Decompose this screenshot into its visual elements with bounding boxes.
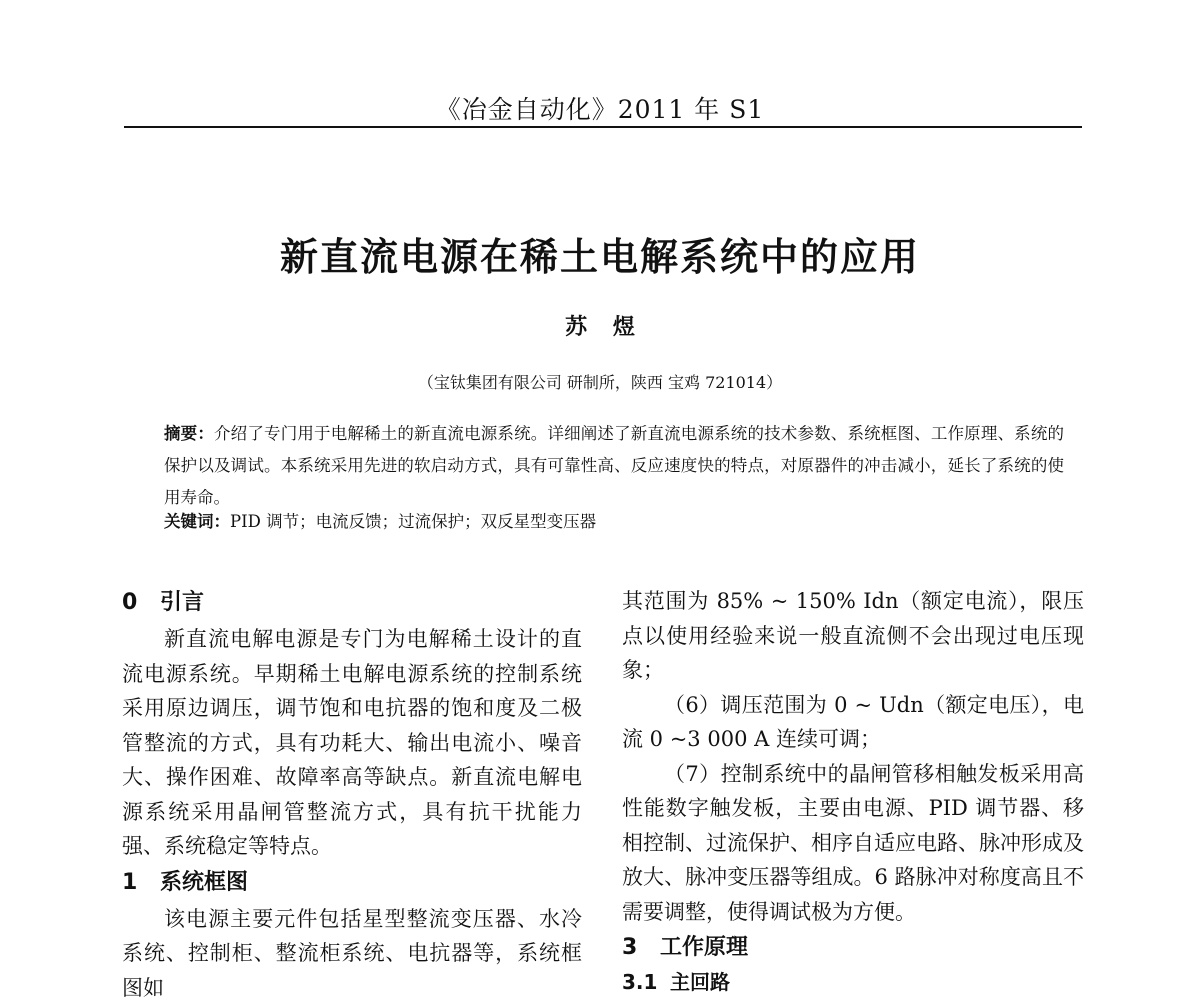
section-3-heading [622, 929, 1084, 967]
list-item-7: （7）控制系统中的晶闸管移相触发板采用高性能数字触发板，主要由电源、PID 调节器、移相控制、过流保护、相序自适应电路、脉冲形成及放大、脉冲变压器等组成。6 路脉冲对称度高且不需要调整，使得调试极为方便。 [622, 757, 1084, 930]
section-3-1-title: 主回路 [670, 970, 730, 994]
keywords-text: PID 调节；电流反馈；过流保护；双反星型变压器 [230, 512, 596, 531]
section-3-1-heading [622, 967, 1084, 997]
section-3-title: 工作原理 [660, 935, 748, 960]
list-item-6: （6）调压范围为 0 ~ Udn（额定电压），电流 0 ~3 000 A 连续可调； [622, 688, 1084, 757]
system-diagram-paragraph: 该电源主要元件包括星型整流变压器、水冷系统、控制柜、整流柜系统、电抗器等，系统框图如 [122, 902, 582, 1005]
continued-paragraph: 其范围为 85% ~ 150% Idn（额定电流），限压点以使用经验来说一般直流侧不会出现过电压现象； [622, 584, 1084, 688]
author-name: 苏 煜 [0, 310, 1200, 341]
section-1-heading [122, 864, 582, 902]
section-3-number: 3 [622, 929, 660, 967]
journal-header: 《冶金自动化》2011 年 S1 [0, 90, 1200, 126]
section-3-1-number: 3.1 [622, 967, 670, 997]
left-column [122, 584, 582, 1005]
keywords-label: 关键词： [164, 512, 230, 531]
right-column [622, 584, 1084, 997]
section-0-heading [122, 584, 582, 622]
header-rule [124, 126, 1082, 128]
keywords [164, 508, 1064, 532]
section-1-title: 系统框图 [160, 870, 248, 895]
section-1-number: 1 [122, 864, 160, 902]
article-title: 新直流电源在稀土电解系统中的应用 [0, 226, 1200, 281]
abstract-text: 介绍了专门用于电解稀土的新直流电源系统。详细阐述了新直流电源系统的技术参数、系统框图、工作原理、系统的保护以及调试。本系统采用先进的软启动方式，具有可靠性高、反应速度快的特点，对原器件的冲击减小，延长了系统的使用寿命。 [164, 424, 1064, 507]
section-0-title: 引言 [160, 590, 204, 615]
section-0-number: 0 [122, 584, 160, 622]
author-affiliation: （宝钛集团有限公司 研制所，陕西 宝鸡 721014） [0, 370, 1200, 393]
introduction-paragraph: 新直流电解电源是专门为电解稀土设计的直流电源系统。早期稀土电解电源系统的控制系统采用原边调压，调节饱和电抗器的饱和度及二极管整流的方式，具有功耗大、输出电流小、噪音大、操作困难、故障率高等缺点。新直流电解电源系统采用晶闸管整流方式，具有抗干扰能力强、系统稳定等特点。 [122, 622, 582, 864]
abstract-label: 摘要： [164, 424, 214, 443]
abstract [164, 418, 1064, 514]
